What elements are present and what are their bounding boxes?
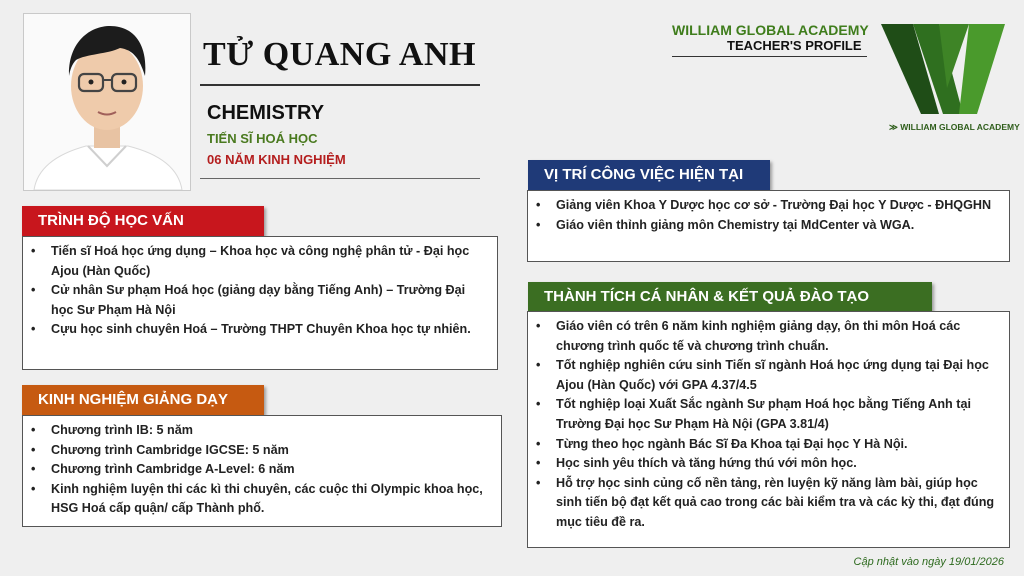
position-box [527, 190, 1010, 262]
list-item: • Tiến sĩ Hoá học ứng dụng – Khoa học và công nghệ phân tử - Đại học Ajou (Hàn Quốc) [51, 242, 487, 281]
degree-label: TIẾN SĨ HOÁ HỌC [207, 131, 318, 146]
academy-name: WILLIAM GLOBAL ACADEMY [672, 22, 869, 38]
name-divider [200, 84, 480, 86]
teacher-name: TỬ QUANG ANH [203, 36, 476, 73]
teacher-photo [23, 13, 191, 191]
education-list [23, 237, 497, 340]
subject-title: CHEMISTRY [207, 102, 325, 124]
education-box [22, 236, 498, 370]
list-item: • Chương trình Cambridge A-Level: 6 năm [51, 460, 491, 480]
position-list [528, 191, 1009, 235]
education-header: TRÌNH ĐỘ HỌC VẤN [22, 206, 264, 236]
position-header: VỊ TRÍ CÔNG VIỆC HIỆN TẠI [528, 160, 770, 190]
logo-caption [889, 122, 1020, 133]
teaching-list [23, 416, 501, 519]
arrow-icon: ≫ [889, 122, 898, 132]
list-item: • Cựu học sinh chuyên Hoá – Trường THPT Chuyên Khoa học tự nhiên. [51, 320, 487, 340]
achievements-box [527, 311, 1010, 548]
list-item: • Chương trình IB: 5 năm [51, 421, 491, 441]
list-item: • Giáo viên thỉnh giảng môn Chemistry tại MdCenter và WGA. [556, 216, 999, 236]
w-logo-icon [877, 18, 1009, 118]
teaching-box [22, 415, 502, 527]
list-item: • Cử nhân Sư phạm Hoá học (giảng dạy bằng Tiếng Anh) – Trường Đại học Sư Phạm Hà Nội [51, 281, 487, 320]
brand-divider [672, 56, 867, 57]
list-item: • Giảng viên Khoa Y Dược học cơ sở - Trường Đại học Y Dược - ĐHQGHN [556, 196, 999, 216]
subject-divider [200, 178, 480, 179]
logo-caption-text: WILLIAM GLOBAL ACADEMY [900, 122, 1020, 132]
list-item: • Tốt nghiệp loại Xuất Sắc ngành Sư phạm Hoá học bằng Tiếng Anh tại Trường Đại học Sư Phạm Hà Nội (GPA 3.81/4) [556, 395, 999, 434]
list-item: • Hỗ trợ học sinh củng cố nền tảng, rèn luyện kỹ năng làm bài, giúp học sinh tiến bộ đạt kết quả cao trong các bài kiểm tra và các kỳ thi, đạt đúng mục tiêu đề ra. [556, 474, 999, 533]
update-date: Cập nhật vào ngày 19/01/2026 [853, 556, 1004, 568]
list-item: • Chương trình Cambridge IGCSE: 5 năm [51, 441, 491, 461]
list-item: • Kinh nghiệm luyện thi các kì thi chuyên, các cuộc thi Olympic khoa học, HSG Hoá cấp quận/ cấp Thành phố. [51, 480, 491, 519]
teaching-header: KINH NGHIỆM GIẢNG DẠY [22, 385, 264, 415]
experience-label: 06 NĂM KINH NGHIỆM [207, 152, 346, 167]
achievements-list [528, 312, 1009, 533]
document-type: TEACHER'S PROFILE [727, 38, 862, 53]
list-item: • Học sinh yêu thích và tăng hứng thú với môn học. [556, 454, 999, 474]
achievements-header: THÀNH TÍCH CÁ NHÂN & KẾT QUẢ ĐÀO TẠO [528, 282, 932, 312]
list-item: • Giáo viên có trên 6 năm kinh nghiệm giảng dạy, ôn thi môn Hoá các chương trình quốc tế và chương trình chuẩn. [556, 317, 999, 356]
list-item: • Từng theo học ngành Bác Sĩ Đa Khoa tại Đại học Y Hà Nội. [556, 435, 999, 455]
portrait-image [24, 14, 190, 190]
list-item: • Tốt nghiệp nghiên cứu sinh Tiến sĩ ngành Hoá học ứng dụng tại Đại học Ajou (Hàn Quốc) với GPA 4.37/4.5 [556, 356, 999, 395]
